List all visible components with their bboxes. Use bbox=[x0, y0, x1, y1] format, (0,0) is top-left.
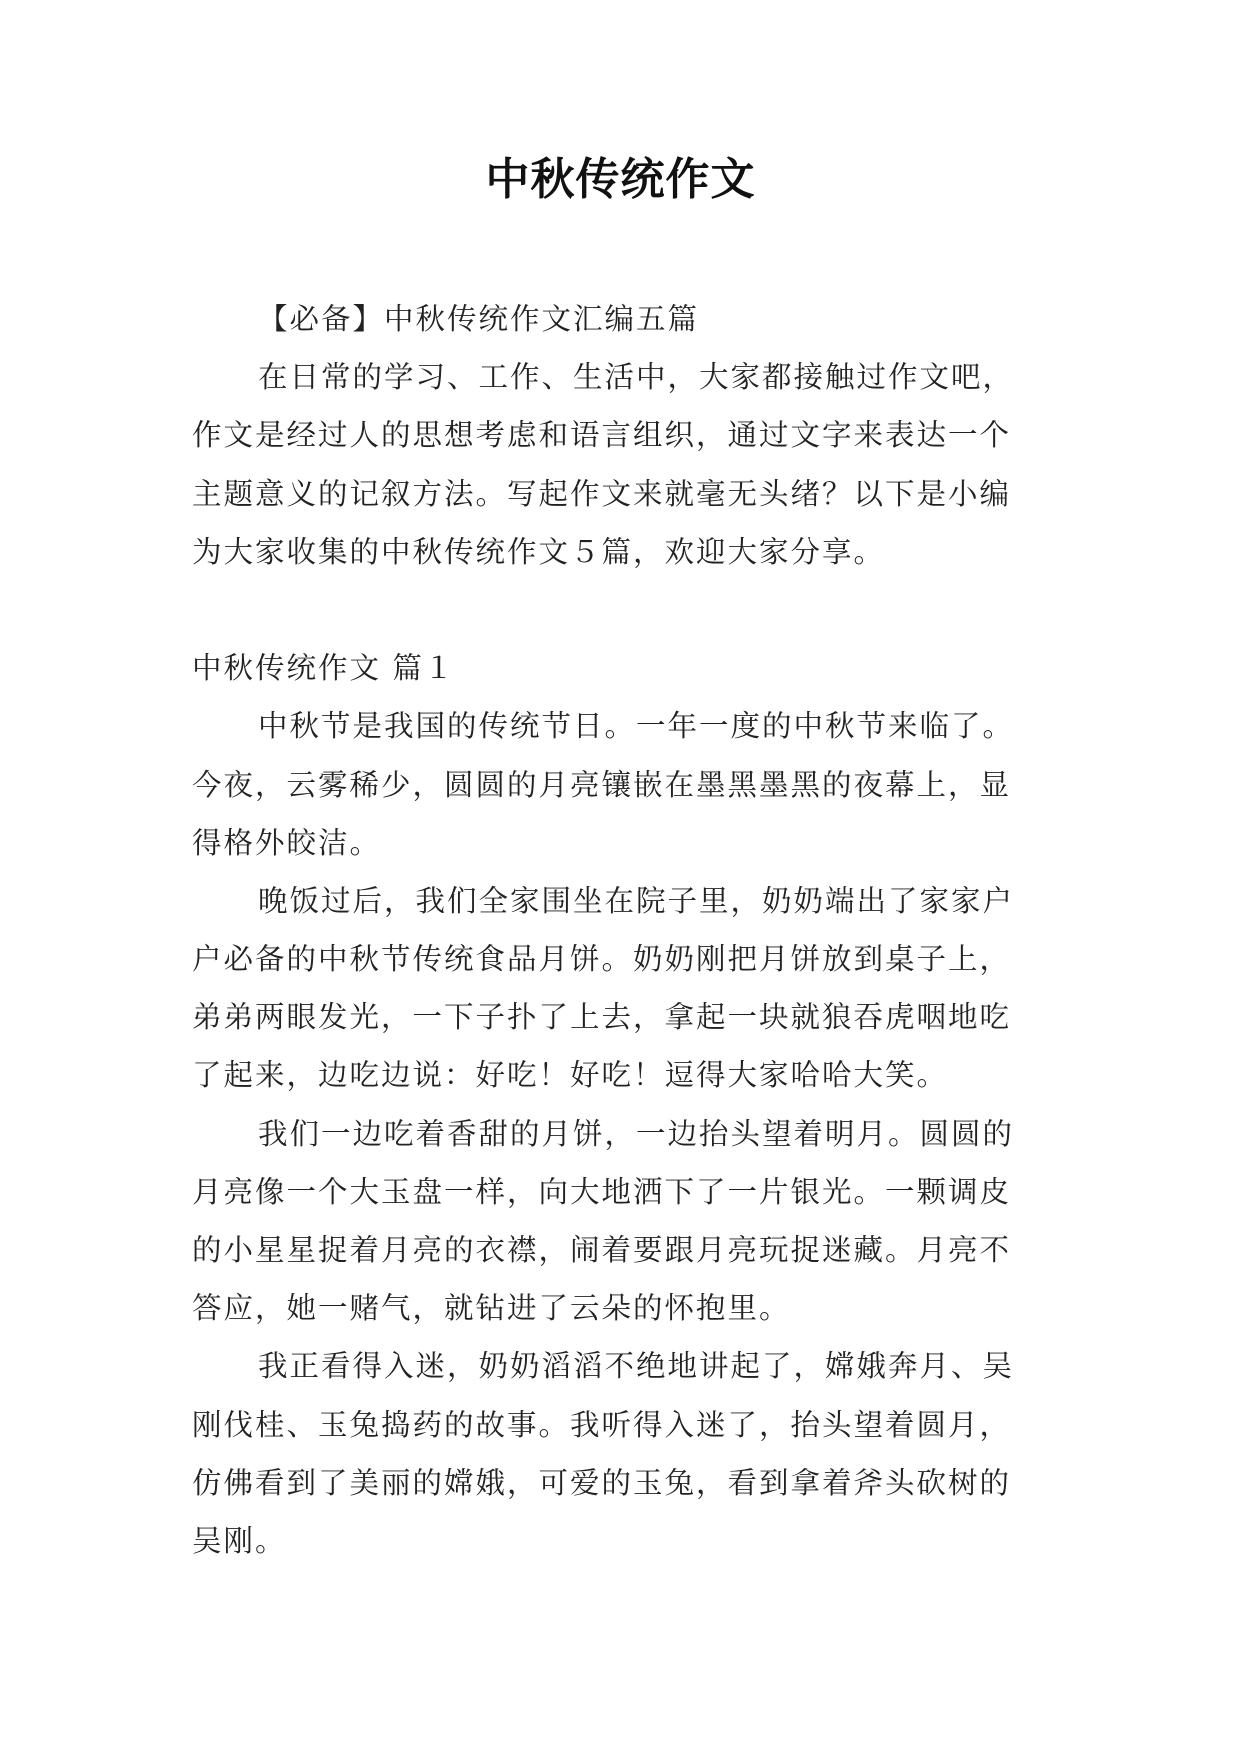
paragraph-line: 中秋节是我国的传统节日。一年一度的中秋节来临了。 bbox=[258, 709, 1015, 744]
intro-line: 主题意义的记叙方法。写起作文来就毫无头绪？以下是小编 bbox=[192, 476, 1012, 511]
intro-line: 为大家收集的中秋传统作文５篇，欢迎大家分享。 bbox=[192, 534, 886, 569]
paragraph-line: 我正看得入迷，奶奶滔滔不绝地讲起了，嫦娥奔月、吴 bbox=[258, 1349, 1015, 1384]
document-body bbox=[192, 290, 1072, 1570]
paragraph-gap bbox=[192, 581, 1072, 639]
paragraph-line: 今夜，云雾稀少，圆圆的月亮镶嵌在墨黑墨黑的夜幕上，显 bbox=[192, 767, 1012, 802]
document-subtitle: 【必备】中秋传统作文汇编五篇 bbox=[258, 302, 700, 336]
paragraph-line: 仿佛看到了美丽的嫦娥，可爱的玉兔，看到拿着斧头砍树的 bbox=[192, 1465, 1012, 1500]
paragraph-line: 户必备的中秋节传统食品月饼。奶奶刚把月饼放到桌子上， bbox=[192, 942, 1012, 977]
paragraph-line: 的小星星捉着月亮的衣襟，闹着要跟月亮玩捉迷藏。月亮不 bbox=[192, 1233, 1012, 1267]
paragraph-line: 答应，她一赌气，就钻进了云朵的怀抱里。 bbox=[192, 1291, 791, 1326]
intro-line: 作文是经过人的思想考虑和语言组织，通过文字来表达一个 bbox=[192, 418, 1012, 453]
section-heading: 中秋传统作文 篇１ bbox=[192, 651, 456, 686]
intro-line: 在日常的学习、工作、生活中，大家都接触过作文吧， bbox=[258, 360, 1015, 395]
paragraph-line: 吴刚。 bbox=[192, 1523, 287, 1558]
paragraph-line: 刚伐桂、玉兔捣药的故事。我听得入迷了，抬头望着圆月， bbox=[192, 1407, 1012, 1442]
paragraph-line: 晚饭过后，我们全家围坐在院子里，奶奶端出了家家户 bbox=[258, 883, 1015, 918]
paragraph-line: 弟弟两眼发光，一下子扑了上去，拿起一块就狼吞虎咽地吃 bbox=[192, 1000, 1012, 1035]
document-title: 中秋传统作文 bbox=[485, 154, 756, 205]
paragraph-line: 月亮像一个大玉盘一样，向大地洒下了一片银光。一颗调皮 bbox=[192, 1174, 1012, 1209]
paragraph-line: 得格外皎洁。 bbox=[192, 825, 382, 860]
paragraph-line: 我们一边吃着香甜的月饼，一边抬头望着明月。圆圆的 bbox=[258, 1116, 1015, 1151]
paragraph-line: 了起来，边吃边说：好吃！好吃！逗得大家哈哈大笑。 bbox=[192, 1058, 949, 1093]
